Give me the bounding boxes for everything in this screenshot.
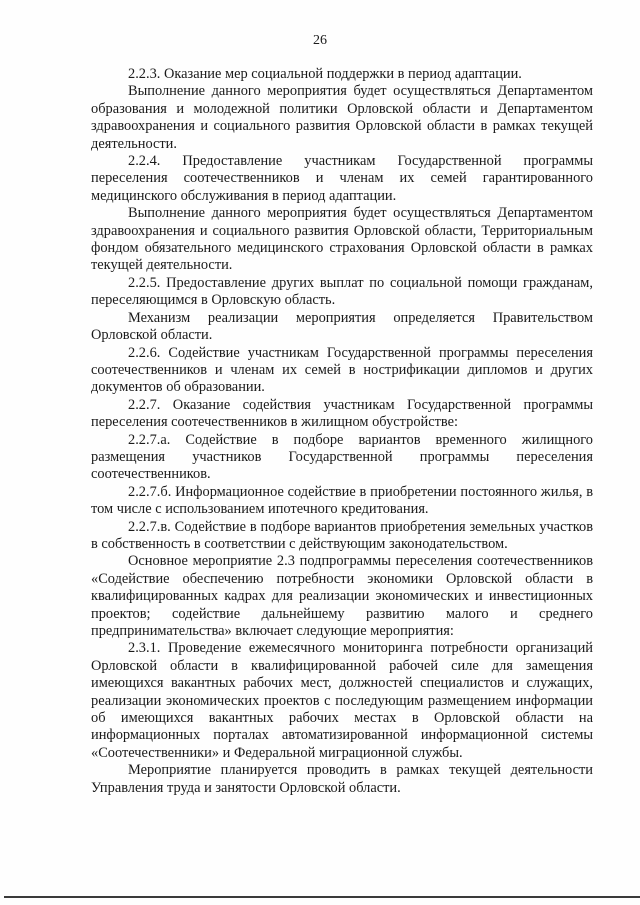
document-body <box>91 66 593 797</box>
paragraph-2-2-3: 2.2.3. Оказание мер социальной поддержки в период адаптации. <box>128 66 522 82</box>
page-number: 26 <box>313 33 327 48</box>
paragraph-2-2-3-execution: Выполнение данного мероприятия будет осуществляться Департаментом образования и молодежной политики Орловской области и Департаментом здравоохранения и социального развития Орловской области в рамках текущей деятельности. <box>91 83 593 152</box>
paragraph-2-2-4-execution: Выполнение данного мероприятия будет осуществляться Департаментом здравоохранения и социального развития Орловской области, Территориальным фондом обязательного медицинского страхования Орловской области в рамках текущей деятельности. <box>91 205 593 274</box>
paragraph-2-2-5: 2.2.5. Предоставление других выплат по социальной помощи гражданам, переселяющимся в Орловскую область. <box>91 274 593 309</box>
paragraph-2-2-7-a: 2.2.7.а. Содействие в подборе вариантов временного жилищного размещения участников Государственной программы переселения соотечественников. <box>91 431 593 483</box>
page-bottom-rule <box>4 896 640 898</box>
paragraph-2-3-1: 2.3.1. Проведение ежемесячного мониторинга потребности организаций Орловской области в квалифицированной рабочей силе для замещения имеющихся вакантных рабочих мест, должностей специалистов и служащих, реализации экономических проектов с последующим размещением информации об имеющихся вакантных рабочих местах в Орловской области на информационных порталах автоматизированной информационной системы «Соотечественники» и Федеральной миграционной службы. <box>91 640 593 761</box>
paragraph-2-2-7-b: 2.2.7.б. Информационное содействие в приобретении постоянного жилья, в том числе с использованием ипотечного кредитования. <box>91 483 593 518</box>
paragraph-2-2-5-mechanism: Механизм реализации мероприятия определяется Правительством Орловской области. <box>91 309 593 344</box>
paragraph-2-2-7-v: 2.2.7.в. Содействие в подборе вариантов приобретения земельных участков в собственность в соответствии с действующим законодательством. <box>91 518 593 552</box>
paragraph-2-2-6: 2.2.6. Содействие участникам Государственной программы переселения соотечественников и членам их семей в нострификации дипломов и других документов об образовании. <box>91 344 593 396</box>
paragraph-2-2-7: 2.2.7. Оказание содействия участникам Государственной программы переселения соотечественников в жилищном обустройстве: <box>91 396 593 431</box>
paragraph-2-3-1-execution: Мероприятие планируется проводить в рамках текущей деятельности Управления труда и занятости Орловской области. <box>91 762 593 796</box>
paragraph-2-2-4: 2.2.4. Предоставление участникам Государственной программы переселения соотечественников и членам их семей гарантированного медицинского обслуживания в период адаптации. <box>91 153 593 204</box>
paragraph-main-measure-2-3: Основное мероприятие 2.3 подпрограммы переселения соотечественников «Содействие обеспечению потребности экономики Орловской области в квалифицированных кадрах для реализации экономических и инвестиционных проектов; содействие дальнейшему развитию малого и среднего предпринимательства» включает следующие мероприятия: <box>91 553 593 639</box>
